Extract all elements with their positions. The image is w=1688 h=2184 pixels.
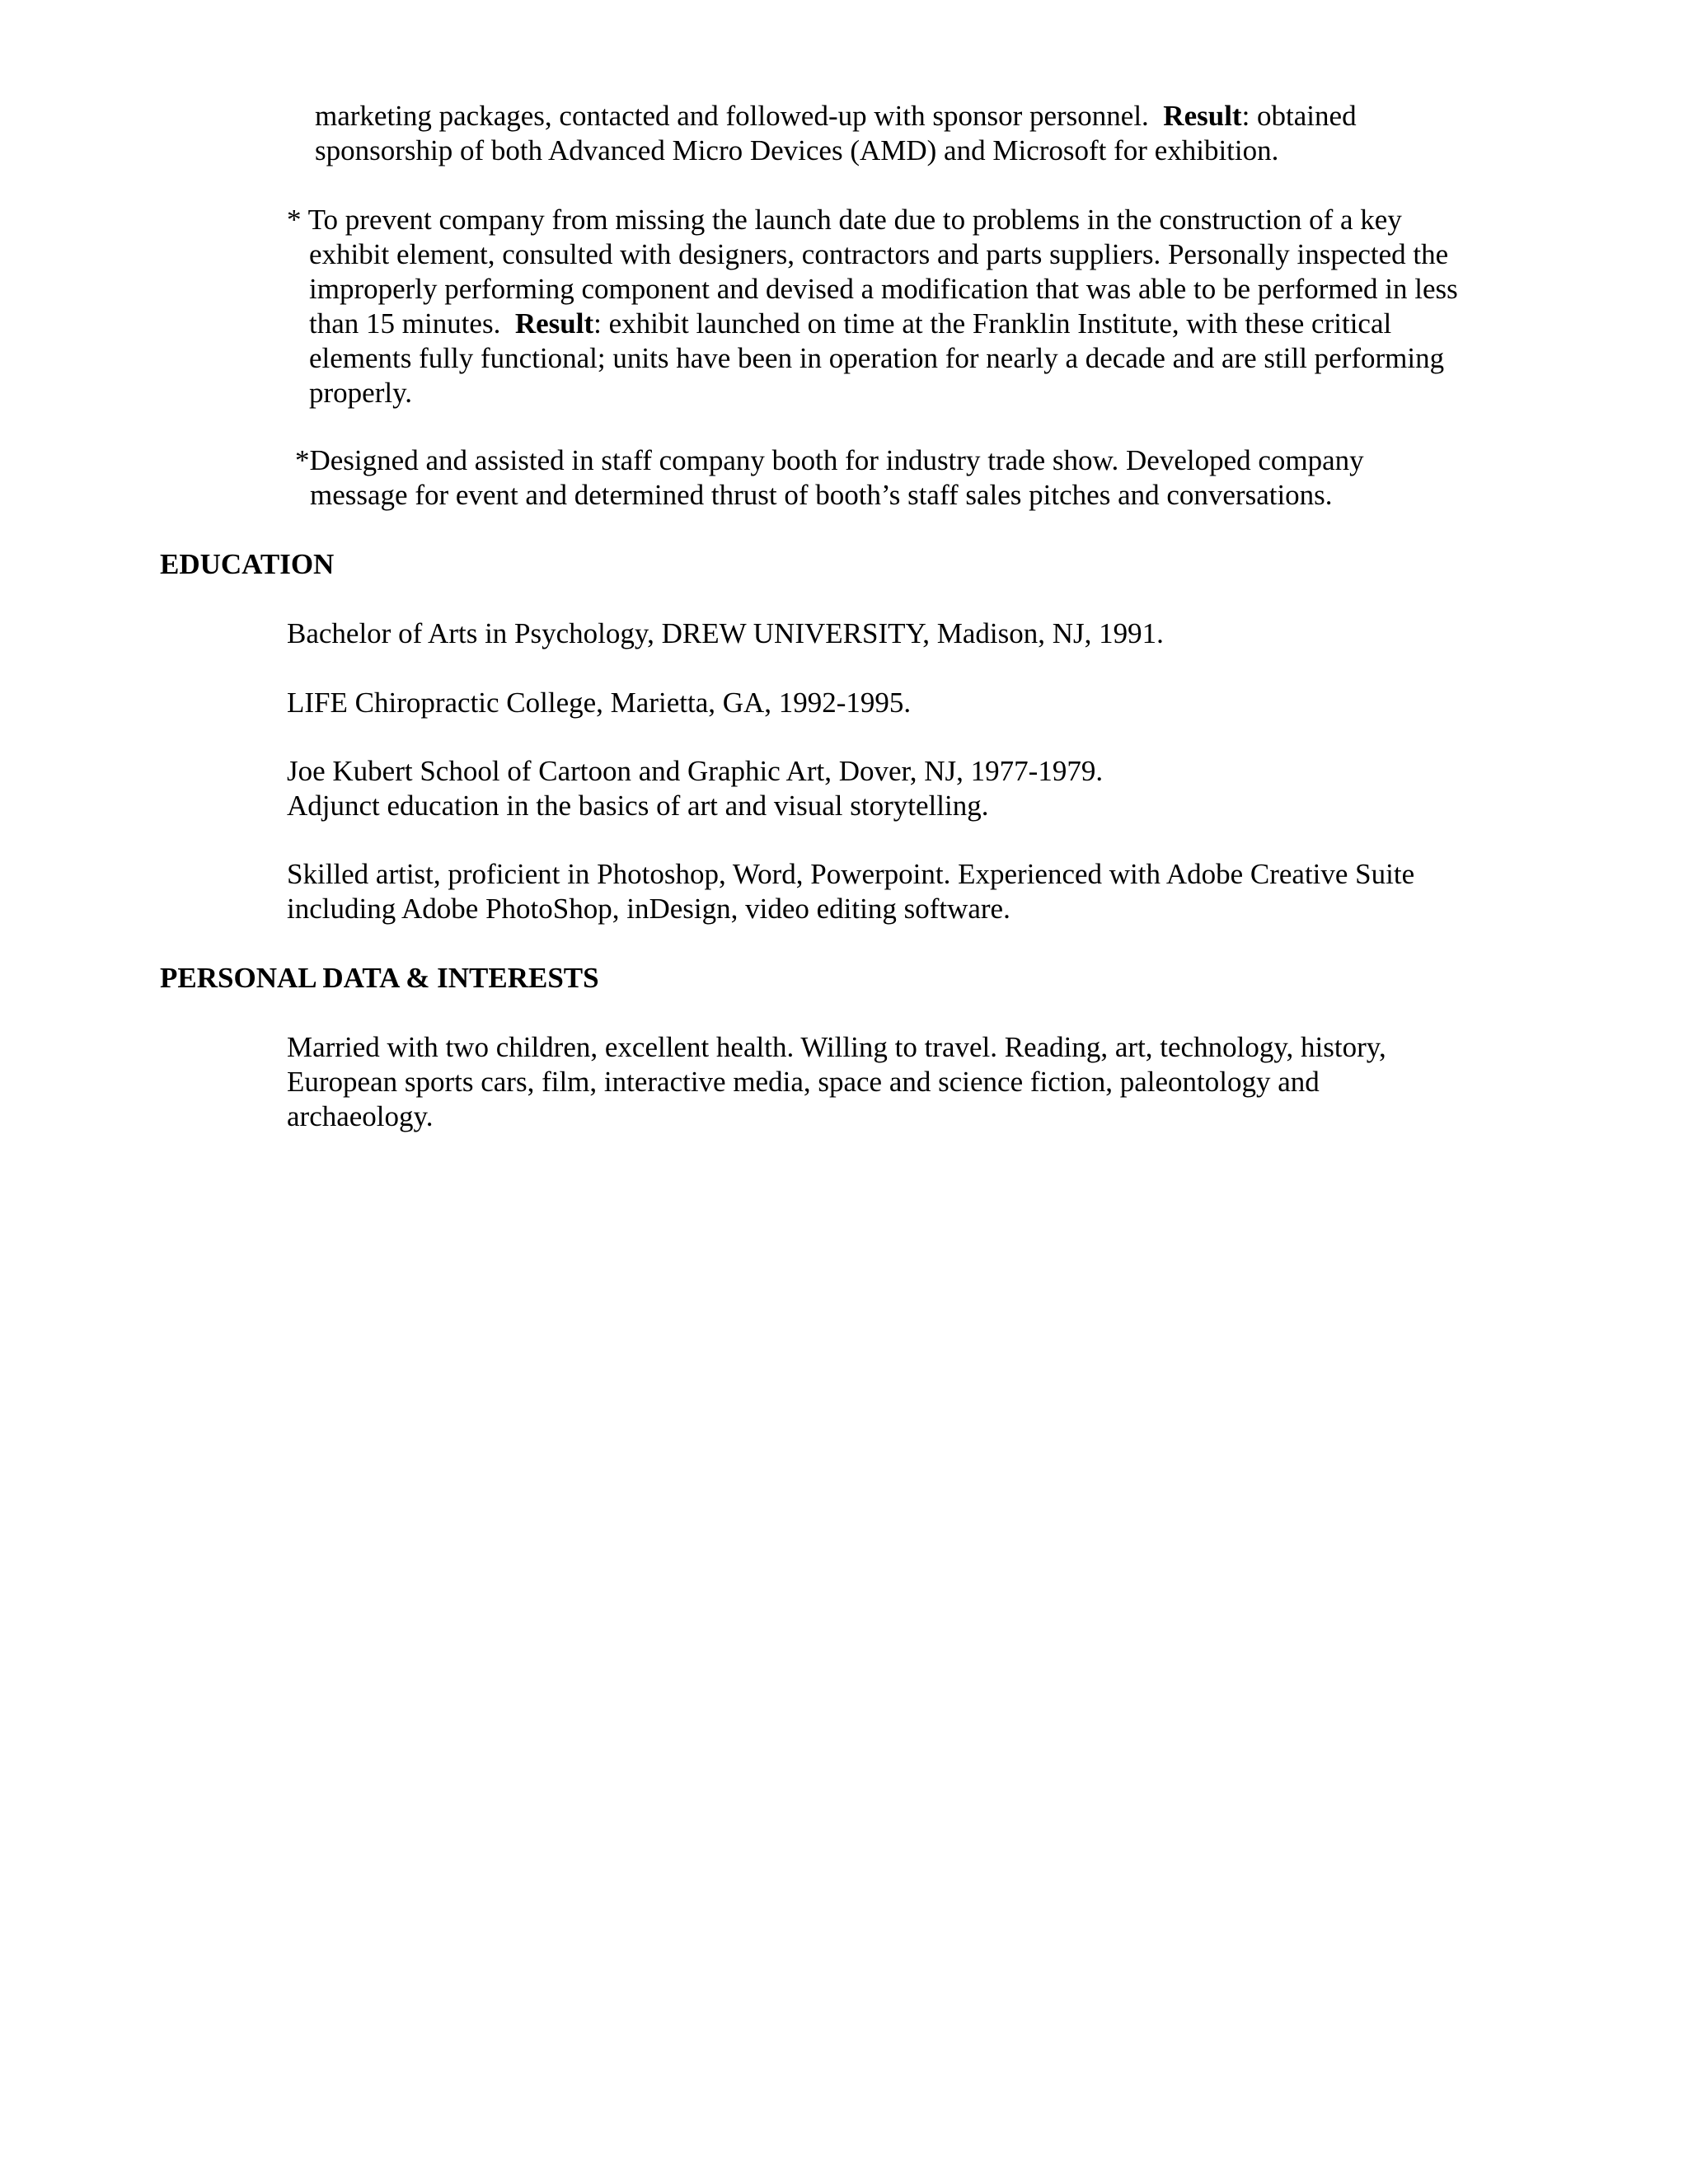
sponsorship-line-1 [315,99,1357,134]
sponsorship-text: marketing packages, contacted and followed-up with sponsor personnel. [315,100,1149,132]
personal-line-3: archaeology. [287,1100,434,1132]
sponsorship-result-text: : obtained [1241,100,1357,132]
personal-line-2: European sports cars, film, interactive media, space and science fiction, paleontology and [287,1066,1320,1098]
result-label: Result [1163,100,1242,132]
result-label: Result [514,307,594,340]
launch-line-1: * To prevent company from missing the launch date due to problems in the construction of a key [287,204,1402,236]
sponsorship-line-2: sponsorship of both Advanced Micro Devices (AMD) and Microsoft for exhibition. [315,134,1279,166]
life-college-entry: LIFE Chiropractic College, Marietta, GA, 1992-1995. [287,687,912,719]
skills-line-1: Skilled artist, proficient in Photoshop, Word, Powerpoint. Experienced with Adobe Creative Suite [287,858,1415,890]
launch-line-5: elements fully functional; units have been in operation for nearly a decade and are still performing [309,342,1445,374]
booth-line-1: *Designed and assisted in staff company booth for industry trade show. Developed company [295,444,1364,476]
skills-line-2: including Adobe PhotoShop, inDesign, video editing software. [287,893,1010,925]
education-heading: EDUCATION [160,548,335,580]
launch-line-2: exhibit element, consulted with designers, contractors and parts suppliers. Personally inspected the [309,238,1449,270]
launch-line-3: improperly performing component and devised a modification that was able to be performed in less [309,273,1458,305]
kubert-school-entry: Joe Kubert School of Cartoon and Graphic Art, Dover, NJ, 1977-1979. [287,755,1104,787]
launch-line-4 [309,307,1391,341]
personal-line-1: Married with two children, excellent health. Willing to travel. Reading, art, technology, history, [287,1031,1386,1063]
launch-text: than 15 minutes. [309,307,501,340]
degree-entry: Bachelor of Arts in Psychology, DREW UNIVERSITY, Madison, NJ, 1991. [287,617,1164,649]
launch-result-text: : exhibit launched on time at the Franklin Institute, with these critical [593,307,1392,340]
launch-line-6: properly. [309,377,413,409]
kubert-detail: Adjunct education in the basics of art and visual storytelling. [287,790,989,822]
booth-line-2: message for event and determined thrust of booth’s staff sales pitches and conversations. [310,479,1333,511]
personal-heading: PERSONAL DATA & INTERESTS [160,962,599,994]
